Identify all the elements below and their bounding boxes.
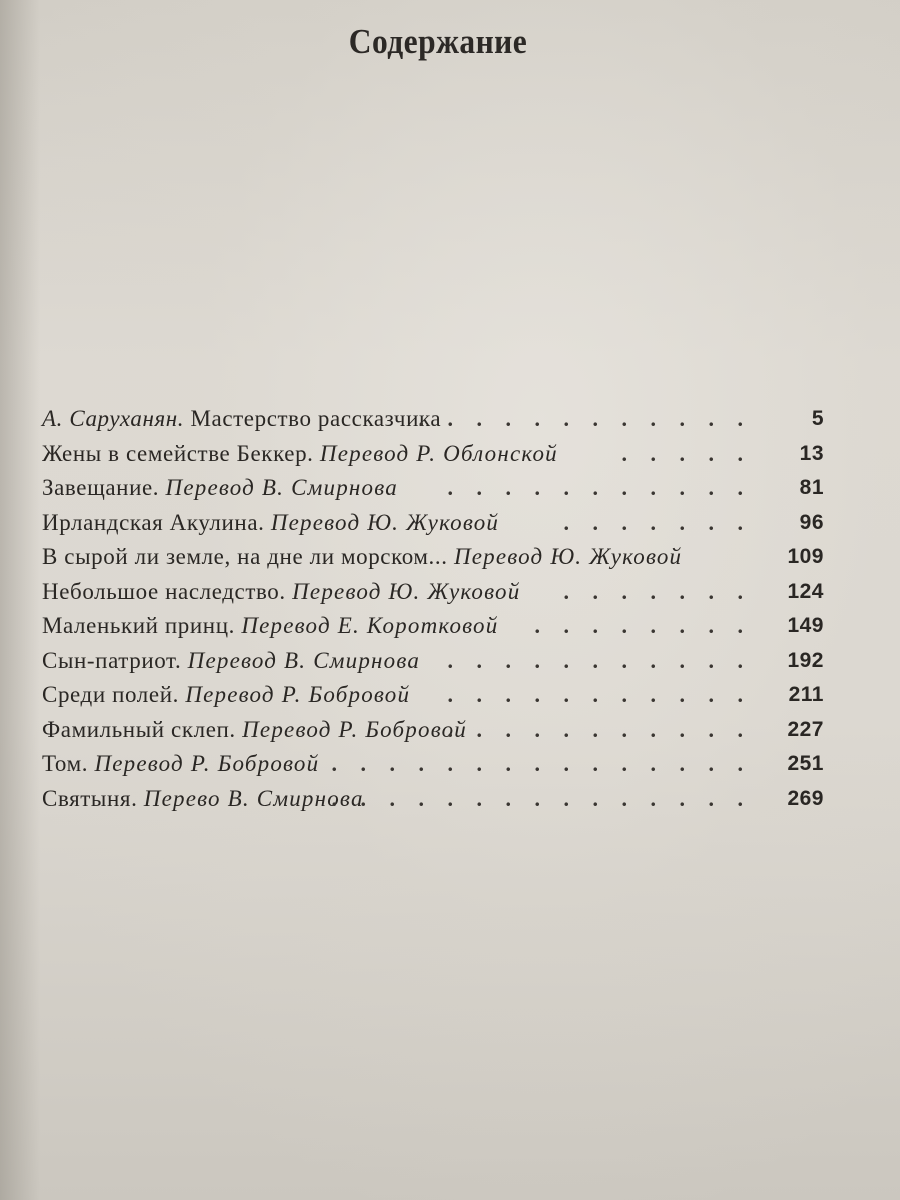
- toc-entry-translator: Перевод Ю. Жуковой: [270, 509, 500, 535]
- toc-leader-dots: . . . . . . . . . . .: [447, 682, 752, 707]
- toc-page-number: 96: [799, 510, 824, 534]
- toc-entry-translator: Перевод В. Смирнова: [165, 475, 398, 500]
- toc-entry-translator: Перевод Е. Коротковой: [241, 613, 499, 638]
- toc-entry: [42, 747, 824, 782]
- toc-leader-dots: . . . . . . . . . . . .: [418, 406, 752, 431]
- toc-page-number: 124: [787, 579, 824, 603]
- toc-entry-translator: Перевод Р. Бобровой: [185, 682, 411, 707]
- toc-entry-title: Сын-патриот.: [42, 647, 182, 673]
- toc-entry-text: [42, 575, 520, 610]
- toc-page-number: 211: [788, 683, 824, 706]
- toc-leader-dots: . . . . . . . . . . .: [447, 716, 752, 742]
- toc-entry-title: Завещание.: [42, 475, 160, 500]
- page-title: Содержание: [348, 22, 528, 61]
- toc-page-number: 269: [787, 786, 824, 810]
- toc-entry-title: Жены в семействе Беккер.: [42, 440, 314, 466]
- toc-entry-text: [42, 437, 558, 472]
- toc-entry: [42, 402, 824, 437]
- toc-entry: [42, 540, 824, 575]
- toc-page-number: 192: [787, 648, 824, 672]
- toc-entry-translator: Перевод Ю. Жуковой: [292, 578, 521, 604]
- toc-entry: [42, 782, 824, 817]
- toc-entry: [42, 609, 824, 644]
- toc-entry-title: Святыня.: [42, 785, 138, 811]
- toc-leader-dots: . . . . . . . . . . . . . . .: [331, 751, 752, 776]
- toc-leader-dots: . . . . . . . .: [534, 613, 752, 638]
- toc-entry-text: [42, 540, 682, 575]
- toc-page-number: 13: [799, 441, 824, 465]
- table-of-contents: [42, 402, 824, 816]
- toc-entry-text: [42, 402, 441, 437]
- toc-entry: [42, 678, 824, 713]
- toc-entry-translator: Перевод В. Смирнова: [187, 647, 421, 673]
- toc-entry-translator: Перево В. Смирнова: [143, 785, 364, 811]
- toc-entry: [42, 506, 824, 541]
- toc-page-number: 227: [787, 717, 824, 741]
- toc-entry-title: В сырой ли земле, на дне ли морском...: [42, 544, 448, 569]
- toc-page-number: 149: [787, 614, 824, 637]
- toc-entry-text: [42, 506, 499, 541]
- toc-entry: [42, 644, 824, 679]
- toc-entry: [42, 713, 824, 748]
- toc-page-number: 81: [799, 476, 824, 499]
- toc-entry-title: Маленький принц.: [42, 613, 235, 638]
- toc-entry-text: [42, 713, 467, 748]
- toc-entry-translator: Перевод Р. Облонской: [319, 440, 558, 466]
- toc-entry-translator: Перевод Ю. Жуковой: [453, 544, 683, 569]
- toc-page-number: 251: [787, 752, 824, 775]
- toc-entry-title: Фамильный склеп.: [42, 716, 236, 742]
- toc-entry-text: [42, 747, 319, 782]
- toc-entry-translator: Перевод Р. Бобровой: [94, 751, 320, 776]
- toc-entry-title: Среди полей.: [42, 682, 179, 707]
- toc-entry-translator: Перевод Р. Бобровой: [242, 716, 467, 742]
- toc-entry-text: [42, 644, 420, 679]
- toc-entry-text: [42, 609, 498, 644]
- toc-leader-dots: . . . . . . .: [563, 509, 752, 535]
- toc-leader-dots: . . . . . . . . . . . . . . .: [331, 785, 752, 811]
- toc-entry-text: [42, 471, 398, 506]
- toc-entry-title: Ирландская Акулина.: [42, 509, 265, 535]
- toc-entry-text: [42, 782, 364, 817]
- toc-page-number: 109: [787, 545, 824, 568]
- toc-entry: [42, 437, 824, 472]
- toc-entry-title: Небольшое наследство.: [42, 578, 286, 604]
- toc-leader-dots: . . . . . . .: [563, 578, 752, 604]
- toc-entry: [42, 471, 824, 506]
- toc-page-number: 5: [811, 407, 824, 430]
- toc-entry-author: А. Саруханян.: [42, 406, 185, 431]
- toc-entry-text: [42, 678, 410, 713]
- toc-entry-title: Том.: [42, 751, 89, 776]
- toc-leader-dots: . . . . . . . . . . .: [447, 647, 752, 673]
- toc-leader-dots: . . . . .: [621, 440, 752, 466]
- toc-entry: [42, 575, 824, 610]
- toc-entry-title: Мастерство рассказчика: [190, 406, 442, 431]
- toc-leader-dots: . . . . . . . . . . .: [447, 475, 752, 500]
